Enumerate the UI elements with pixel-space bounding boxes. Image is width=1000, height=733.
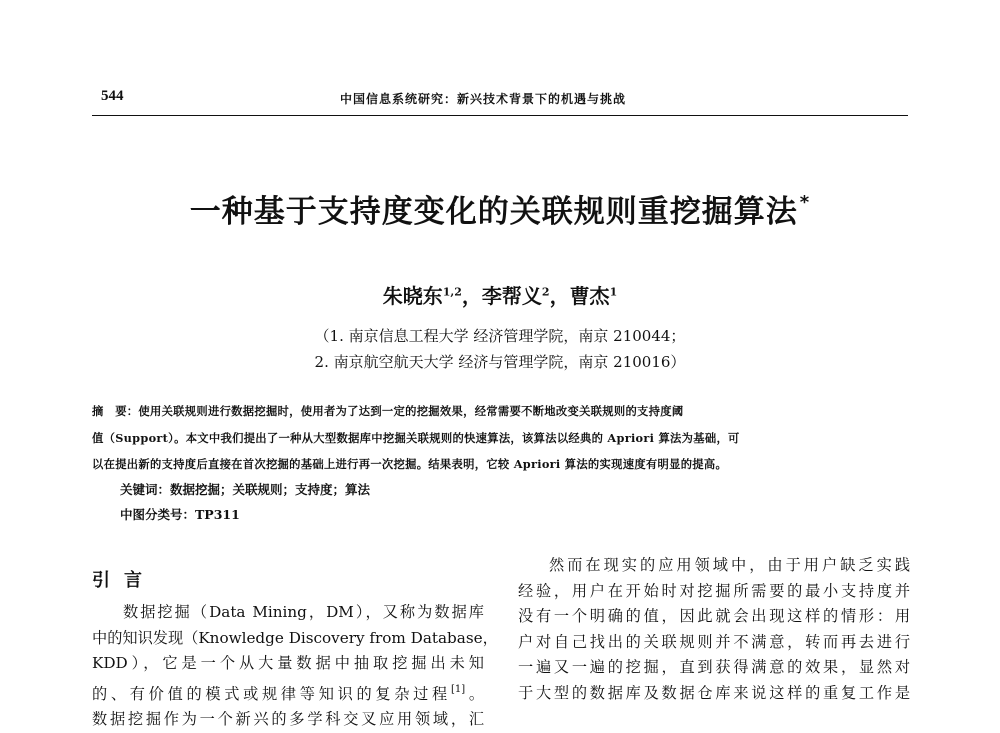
right-text-column <box>518 553 910 706</box>
body-line: 然而在现实的应用领域中，由于用户缺乏实践 <box>549 556 910 574</box>
running-header: 中国信息系统研究：新兴技术背景下的机遇与挑战 <box>340 92 627 106</box>
header-rule <box>92 115 908 116</box>
abstract-line: 摘 要：使用关联规则进行数据挖掘时，使用者为了达到一定的挖掘效果，经常需要不断地改变关联规则的支持度阈 <box>92 404 684 418</box>
author-separator: ， <box>461 284 482 308</box>
author-name: 曹杰 <box>569 284 610 308</box>
body-line: 数据挖掘（Data Mining，DM），又称为数据库 <box>123 603 484 621</box>
body-line <box>92 677 484 708</box>
affiliation-line: 2. 南京航空航天大学 经济与管理学院，南京 210016） <box>314 353 686 371</box>
body-text: 的、有价值的模式或规律等知识的复杂过程 <box>92 684 451 703</box>
body-line: 于大型的数据库及数据仓库来说这样的重复工作是 <box>518 683 910 702</box>
author-name: 朱晓东 <box>382 284 443 308</box>
paper-title <box>0 186 1000 231</box>
author-name: 李帮义 <box>481 284 542 308</box>
body-line: KDD），它是一个从大量数据中抽取挖掘出未知 <box>92 654 484 672</box>
section-heading: 引言 <box>92 570 156 591</box>
citation-marker: [1] <box>450 683 466 695</box>
author-affiliation-mark: 2 <box>541 285 550 299</box>
body-line: 中的知识发现（Knowledge Discovery from Database， <box>92 628 498 647</box>
abstract-line: 以在提出新的支持度后直接在首次挖掘的基础上进行再一次挖掘。结果表明，它较 Apriori 算法的实现速度有明显的提高。 <box>92 457 728 471</box>
body-punctuation: 。 <box>465 684 485 703</box>
keywords: 关键词：数据挖掘；关联规则；支持度；算法 <box>120 482 371 497</box>
body-line: 数据挖掘作为一个新兴的多学科交叉应用领域，汇 <box>92 710 484 728</box>
abstract-line: 值（Support）。本文中我们提出了一种从大型数据库中挖掘关联规则的快速算法，该算法以经典的 Apriori 算法为基础，可 <box>92 431 740 445</box>
author-affiliation-mark: 1 <box>609 285 618 299</box>
body-line: 没有一个明确的值，因此就会出现这样的情形：用 <box>518 607 910 625</box>
body-line: 经验，用户在开始时对挖掘所需要的最小支持度并 <box>518 581 910 600</box>
title-footnote-marker: * <box>799 192 811 213</box>
left-text-column <box>92 600 498 733</box>
body-line: 一遍又一遍的挖掘，直到获得满意的效果，显然对 <box>518 658 910 676</box>
author-separator: ， <box>549 284 570 308</box>
affiliation-line: （1. 南京信息工程大学 经济管理学院，南京 210044； <box>314 327 686 345</box>
author-affiliation-mark: 1,2 <box>442 285 462 299</box>
body-line: 户对自己找出的关联规则并不满意，转而再去进行 <box>518 632 910 651</box>
paper-title-text: 一种基于支持度变化的关联规则重挖掘算法 <box>189 194 798 230</box>
author-line <box>0 280 1000 309</box>
page-number: 544 <box>101 88 124 104</box>
classification-number: 中图分类号：TP311 <box>120 507 240 522</box>
